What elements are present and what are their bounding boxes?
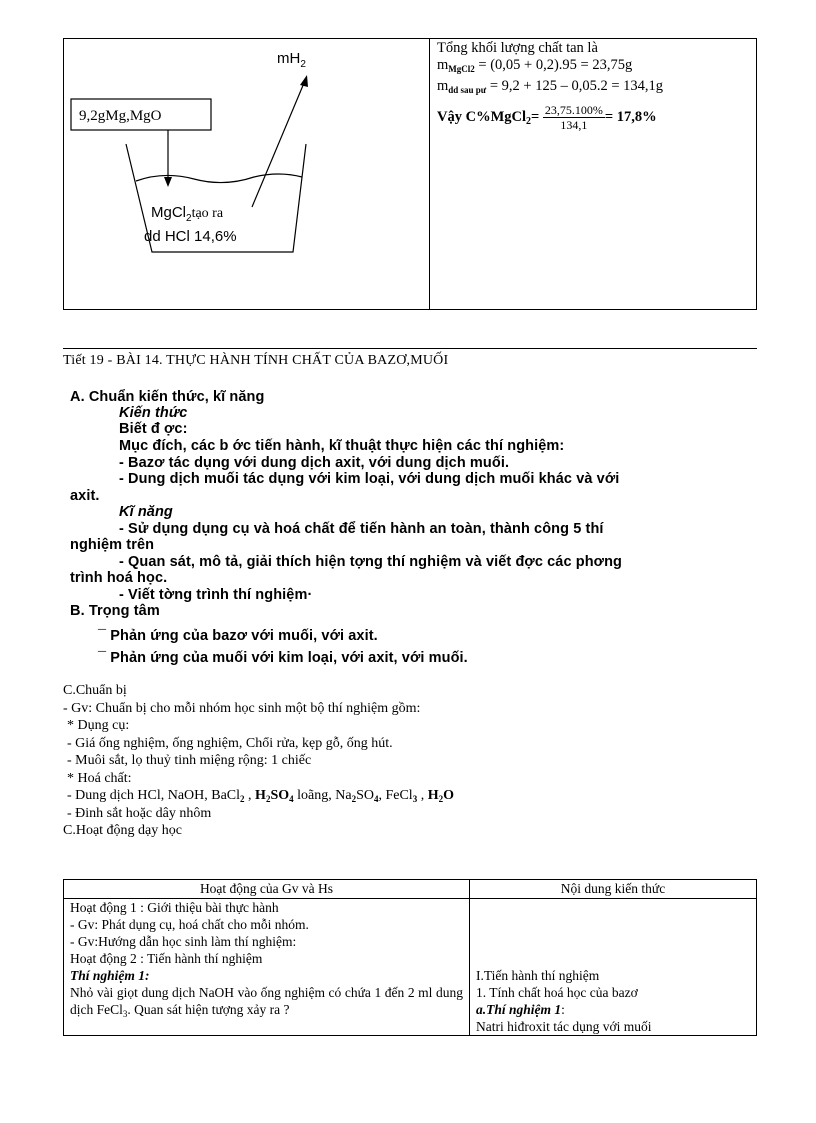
calculation-block [437, 40, 753, 132]
gas-arrow-head [300, 75, 308, 87]
skill-2a: - Quan sát, mô tả, giải thích hiện tợng thí nghiệm và viết đợc các phơng [119, 554, 622, 570]
content-line-2: 1. Tính chất hoá học của bazơ [476, 985, 638, 1000]
activity-line-6: Nhỏ vài giọt dung dịch NaOH vào ống nghiệm có chứa 1 đến 2 ml dung dịch FeCl$_3$. Quan sát hiện tượng xảy ra ? [70, 985, 463, 1019]
chem-line-2: - Đinh sắt hoặc dây nhôm [67, 806, 212, 821]
table-cell-activities [64, 899, 470, 1036]
purpose-line: Mục đích, các b ớc tiến hành, kĩ thuật thực hiện các thí nghiệm: [119, 438, 565, 454]
section-c-heading: C.Chuẩn bị [63, 683, 127, 698]
activity-table [63, 879, 757, 1036]
calc-line-2: $m_{MgCl2} = (0,05 + 0,2).95 = 23,75g$ [437, 57, 633, 74]
knowledge-item-2b: axit. [70, 488, 100, 504]
calc-line-1: Tổng khối lượng chất tan là [437, 40, 598, 56]
skill-1b: nghiệm trên [70, 537, 155, 553]
content-line-3: a.Thí nghiệm 1: [476, 1002, 565, 1017]
knowledge-heading: Kiến thức [119, 405, 188, 421]
chem-heading: * Hoá chất: [67, 771, 132, 786]
known-label: Biết đ ợc: [119, 421, 188, 437]
input-arrow-head [164, 177, 172, 187]
table-header-row [64, 880, 757, 899]
gas-label: $mH_2$ [277, 50, 306, 70]
table-row [64, 899, 757, 1036]
reaction-diagram [64, 39, 428, 309]
focus-item-1: ¯ Phản ứng của bazơ với muối, với axit. [98, 628, 378, 644]
section-b-heading: B. Trọng tâm [70, 603, 160, 619]
dash-marker: ¯ [98, 650, 107, 666]
top-table-divider [429, 38, 430, 310]
tools-heading: * Dụng cụ: [67, 718, 130, 733]
content-line-1: I.Tiến hành thí nghiệm [476, 968, 600, 983]
knowledge-item-1: - Bazơ tác dụng với dung dịch axit, với dung dịch muối. [119, 455, 510, 471]
chem-line: - Dung dịch HCl, NaOH, BaCl$_2$ , $H_2SO_4$ loãng, $Na_2SO_4$, FeCl$_3$ , $H_2O$ [67, 788, 454, 804]
input-box-label: 9,2gMg,MgO [79, 108, 162, 124]
table-head-activities: Hoạt động của Gv và Hs [64, 880, 470, 899]
activity-line-1: Hoạt động 1 : Giới thiệu bài thực hành [70, 900, 279, 915]
calc-line-3: $m_{dd sau pư} = 9,2 + 125 - 0,05.2 = 134,1g$ [437, 78, 664, 95]
content-line-4: Natri hiđroxit tác dụng với muối [476, 1019, 652, 1034]
activity-line-4: Hoạt động 2 : Tiến hành thí nghiệm [70, 951, 263, 966]
activity-line-2: - Gv: Phát dụng cụ, hoá chất cho mỗi nhóm. [70, 917, 309, 932]
calc-line-4: Vậy C%MgCl$_2$= $\frac{23,75.100\%}{134,1}$ = 17,8% [437, 103, 657, 132]
gas-arrow-shaft [252, 83, 304, 207]
activity-line-5: Thí nghiệm 1: [70, 968, 150, 983]
prep-gv: - Gv: Chuẩn bị cho mỗi nhóm học sinh một bộ thí nghiệm gồm: [63, 701, 421, 716]
dash-marker: ¯ [98, 628, 107, 644]
activity-line-3: - Gv:Hướng dẫn học sinh làm thí nghiệm: [70, 934, 297, 949]
table-head-content: Nội dung kiến thức [470, 880, 757, 899]
lesson-title: Tiết 19 - BÀI 14. THỰC HÀNH TÍNH CHẤT CỦA BAZƠ,MUỐI [63, 353, 449, 368]
concentration-fraction: $\frac{23,75.100\%}{134,1}$ [544, 103, 603, 132]
product-label: MgCl$_2$tạo ra [151, 204, 224, 224]
skill-2b: trình hoá học. [70, 570, 168, 586]
skill-3: - Viết tờng trình thí nghiệm· [119, 587, 313, 603]
skills-heading: Kĩ năng [119, 504, 173, 520]
tools-line-2: - Muôi sắt, lọ thuỷ tinh miệng rộng: 1 chiếc [67, 753, 312, 768]
knowledge-item-2a: - Dung dịch muối tác dụng với kim loại, với dung dịch muối khác và với [119, 471, 620, 487]
solution-label: dd HCl 14,6% [144, 228, 237, 245]
tools-line-1: - Giá ống nghiệm, ống nghiệm, Chổi rửa, kẹp gỗ, ống hút. [67, 736, 393, 751]
section-a-heading: A. Chuẩn kiến thức, kĩ năng [70, 389, 265, 405]
activity-heading: C.Hoạt động dạy học [63, 823, 182, 838]
skill-1a: - Sử dụng dụng cụ và hoá chất để tiến hành an toàn, thành công 5 thí [119, 521, 604, 537]
table-cell-content [470, 899, 757, 1036]
liquid-surface [136, 174, 302, 183]
title-rule [63, 348, 757, 349]
focus-item-2: ¯ Phản ứng của muối với kim loại, với axit, với muối. [98, 650, 468, 666]
